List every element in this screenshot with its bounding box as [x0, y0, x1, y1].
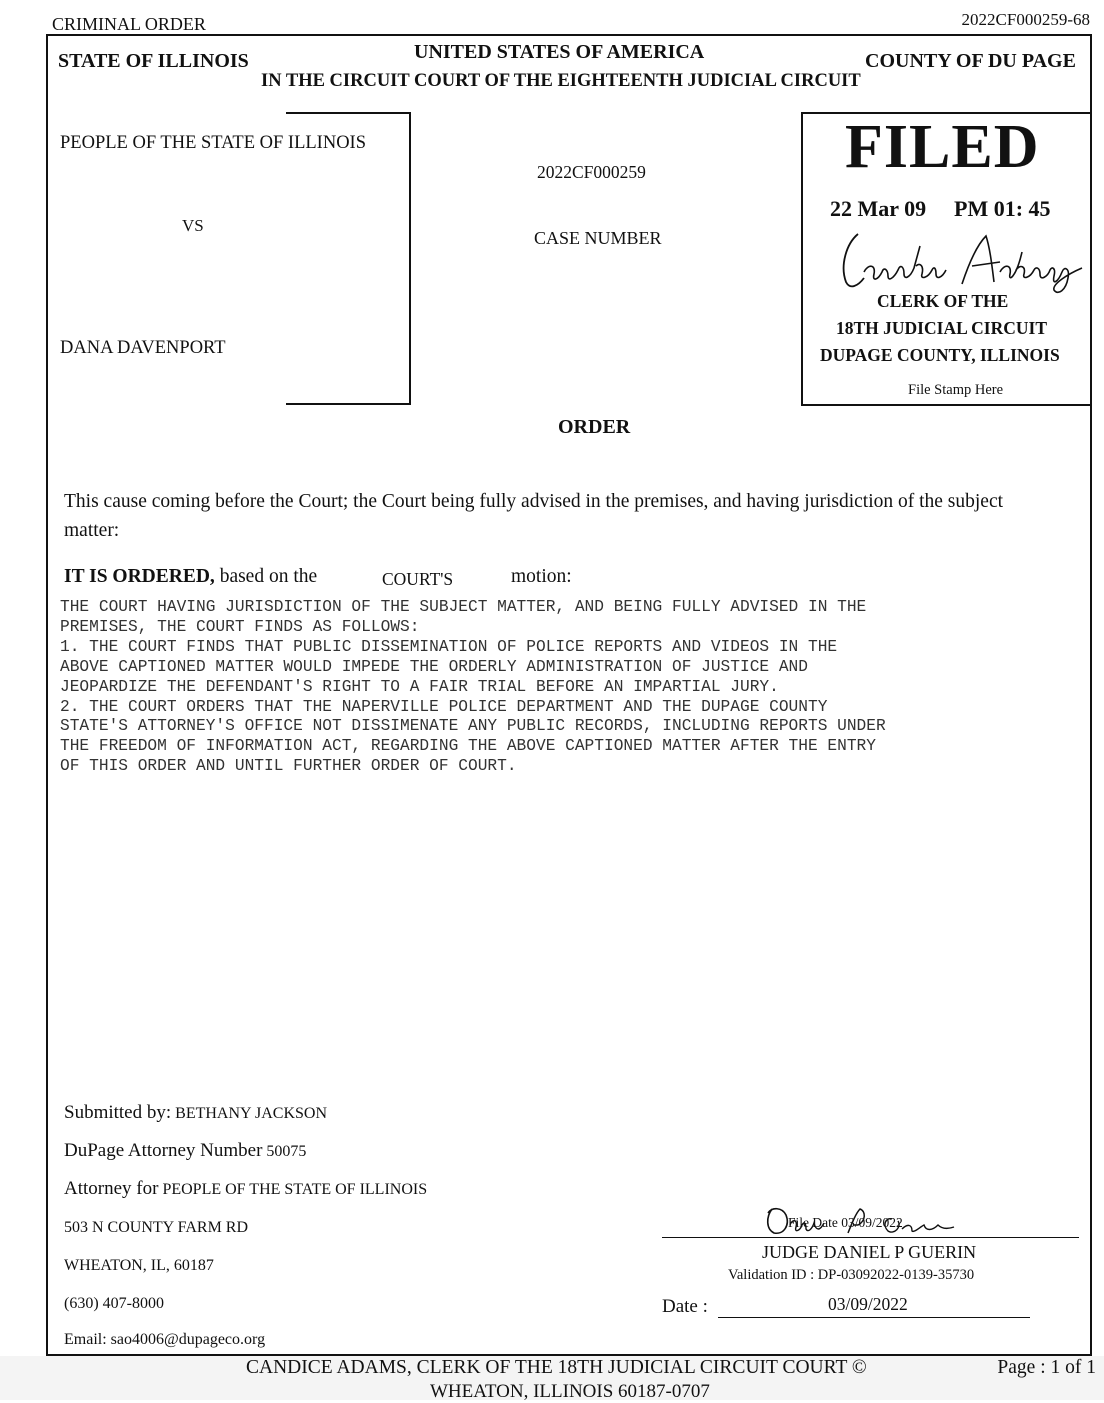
case-number: 2022CF000259 — [537, 162, 646, 182]
file-stamp-note: File Stamp Here — [908, 382, 1004, 398]
page-number: Page : 1 of 1 — [997, 1357, 1096, 1378]
order-intro-line2: matter: — [64, 520, 120, 541]
order-body: THE COURT HAVING JURISDICTION OF THE SUBJECT MATTER, AND BEING FULLY ADVISED IN THE PREMISES, THE COURT FINDS AS FOLLOWS: 1. THE COURT FINDS THAT PUBLIC DISSEMINATION OF POLICE REPORTS AND VIDEOS IN THE ABOVE CAPTIONED MATTER WOULD IMPEDE THE ORDERLY ADMINISTRATION OF JUSTICE AND JEOPARDIZE THE DEFENDANT'S RIGHT TO A FAIR TRIAL BEFORE AN IMPARTIAL JURY. 2. THE COURT ORDERS THAT THE NAPERVILLE POLICE DEPARTMENT AND THE DUPAGE COUNTY STATE'S ATTORNEY'S OFFICE NOT DISSIMENATE ANY PUBLIC RECORDS, INCLUDING REPORTS UNDER THE FREEDOM OF INFORMATION ACT, REGARDING THE ABOVE CAPTIONED MATTER AFTER THE ENTRY OF THIS ORDER AND UNTIL FURTHER ORDER OF COURT. — [60, 598, 886, 776]
stamp-time: PM 01: 45 — [954, 196, 1051, 221]
date-label: Date : — [662, 1296, 708, 1317]
document-type: CRIMINAL ORDER — [52, 14, 206, 34]
stamp-circuit-line: 18TH JUDICIAL CIRCUIT — [836, 318, 1048, 338]
judge-signature-line — [662, 1237, 1079, 1238]
defendant-name: DANA DAVENPORT — [60, 338, 226, 358]
attorney-address-1: 503 N COUNTY FARM RD — [64, 1219, 249, 1236]
validation-id: Validation ID : DP-03092022-0139-35730 — [728, 1267, 975, 1283]
submitted-by-label: Submitted by: — [64, 1102, 172, 1123]
attorney-address-2: WHEATON, IL, 60187 — [64, 1257, 214, 1274]
court-state: STATE OF ILLINOIS — [58, 50, 249, 72]
movant: COURT'S — [382, 569, 454, 589]
clerk-footer-line1: CANDICE ADAMS, CLERK OF THE 18TH JUDICIAL CIRCUIT COURT © — [246, 1357, 867, 1378]
court-circuit: IN THE CIRCUIT COURT OF THE EIGHTEENTH JUDICIAL CIRCUIT — [261, 71, 861, 91]
file-date: File Date 03/09/2022 — [788, 1215, 903, 1230]
attorney-for-label: Attorney for — [64, 1178, 159, 1199]
judge-signature — [762, 1203, 962, 1239]
attorney-for: PEOPLE OF THE STATE OF ILLINOIS — [162, 1181, 428, 1198]
attorney-email: Email: sao4006@dupageco.org — [64, 1331, 266, 1348]
case-number-label: CASE NUMBER — [534, 228, 662, 248]
clerk-signature — [836, 226, 1086, 298]
filed-stamp: FILED — [845, 113, 1040, 181]
order-intro-line1: This cause coming before the Court; the Court being fully advised in the premises, and having jurisdiction of the subject — [64, 491, 1004, 512]
attorney-for-line — [64, 1178, 427, 1200]
ordered-text: based on the — [214, 566, 318, 587]
date-line — [718, 1317, 1030, 1318]
document-id: 2022CF000259-68 — [961, 10, 1090, 29]
clerk-footer-line2: WHEATON, ILLINOIS 60187-0707 — [430, 1381, 710, 1402]
ordered-bold: IT IS ORDERED, — [64, 566, 215, 587]
signed-date: 03/09/2022 — [828, 1294, 908, 1314]
motion-label: motion: — [511, 566, 572, 587]
court-country: UNITED STATES OF AMERICA — [414, 41, 705, 63]
submitted-by-name: BETHANY JACKSON — [175, 1105, 328, 1122]
stamp-county-line: DUPAGE COUNTY, ILLINOIS — [820, 345, 1060, 365]
judge-name: JUDGE DANIEL P GUERIN — [762, 1242, 977, 1262]
ordered-line — [64, 566, 317, 588]
court-county: COUNTY OF DU PAGE — [865, 50, 1076, 72]
stamp-date: 22 Mar 09 — [830, 196, 927, 221]
attorney-number: 50075 — [266, 1143, 307, 1160]
plaintiff-name: PEOPLE OF THE STATE OF ILLINOIS — [60, 133, 366, 153]
caption-box — [286, 112, 411, 405]
submitted-by-line — [64, 1102, 327, 1124]
attorney-phone: (630) 407-8000 — [64, 1295, 164, 1312]
attorney-number-label: DuPage Attorney Number — [64, 1140, 263, 1161]
vs-label: VS — [182, 216, 204, 235]
attorney-number-line — [64, 1140, 306, 1162]
stamp-clerk-line: CLERK OF THE — [877, 291, 1009, 311]
order-title: ORDER — [558, 416, 631, 438]
